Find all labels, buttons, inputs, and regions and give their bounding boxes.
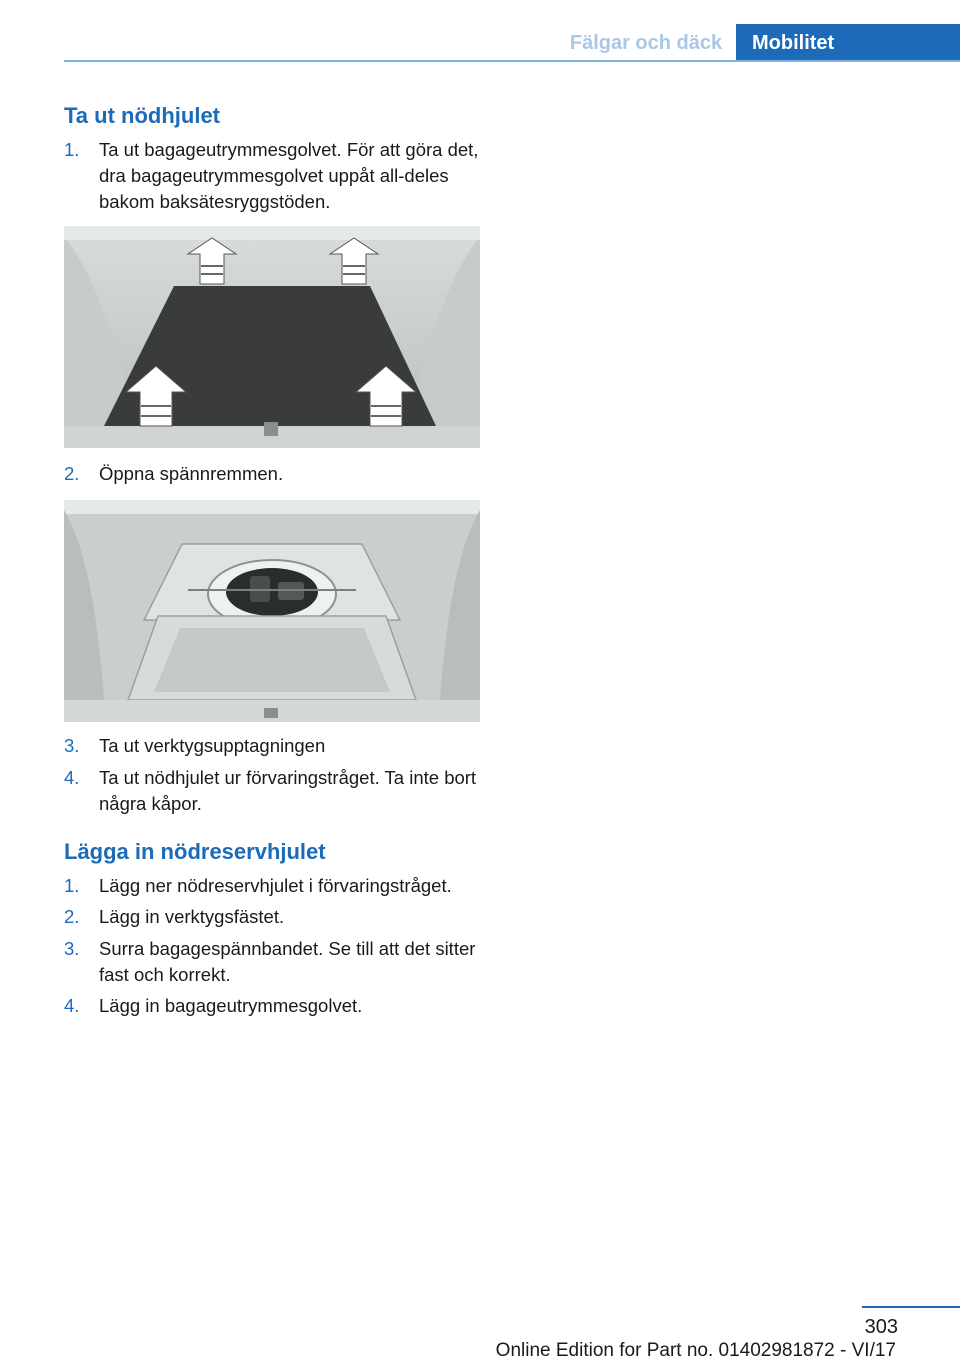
step-number: 2. [64, 906, 80, 927]
step-text: Ta ut nödhjulet ur förvaringstråget. Ta inte bort några kåpor. [99, 767, 477, 814]
step-text: Lägg in verktygsfästet. [99, 906, 285, 927]
step-text: Lägg ner nödreservhjulet i förvaringstråget. [99, 875, 452, 896]
section-heading-remove-spare: Ta ut nödhjulet [64, 103, 221, 128]
section-heading-insert-spare: Lägga in nödreservhjulet [64, 839, 326, 864]
step-text: Ta ut verktygsupptagningen [99, 735, 326, 756]
step-number: 1. [64, 139, 80, 160]
step-text: Öppna spännremmen. [99, 463, 284, 484]
page-number: 303 [864, 1316, 898, 1338]
step-number: 2. [64, 463, 80, 484]
step-number: 4. [64, 995, 80, 1016]
header-chapter-tab[interactable]: Mobilitet [736, 24, 960, 62]
header-rule [64, 60, 960, 62]
step-text: Lägg in bagageutrymmesgolvet. [99, 995, 363, 1016]
spare-wheel-well-illustration [64, 500, 480, 722]
step-number: 3. [64, 735, 80, 756]
trunk-floor-illustration [64, 226, 480, 448]
step-number: 4. [64, 767, 80, 788]
header-section-tab[interactable]: Fälgar och däck [569, 32, 723, 54]
step-number: 3. [64, 938, 80, 959]
step-number: 1. [64, 875, 80, 896]
step-text: Surra bagagespännbandet. Se till att det sitter fast och korrekt. [99, 938, 476, 985]
footer-rule [862, 1306, 960, 1308]
edition-line: Online Edition for Part no. 01402981872 - VI/17 [495, 1340, 896, 1361]
step-text: Ta ut bagageutrymmesgolvet. För att göra det, dra bagageutrymmesgolvet uppåt all‐deles bakom baksätesryggstöden. [99, 139, 479, 212]
